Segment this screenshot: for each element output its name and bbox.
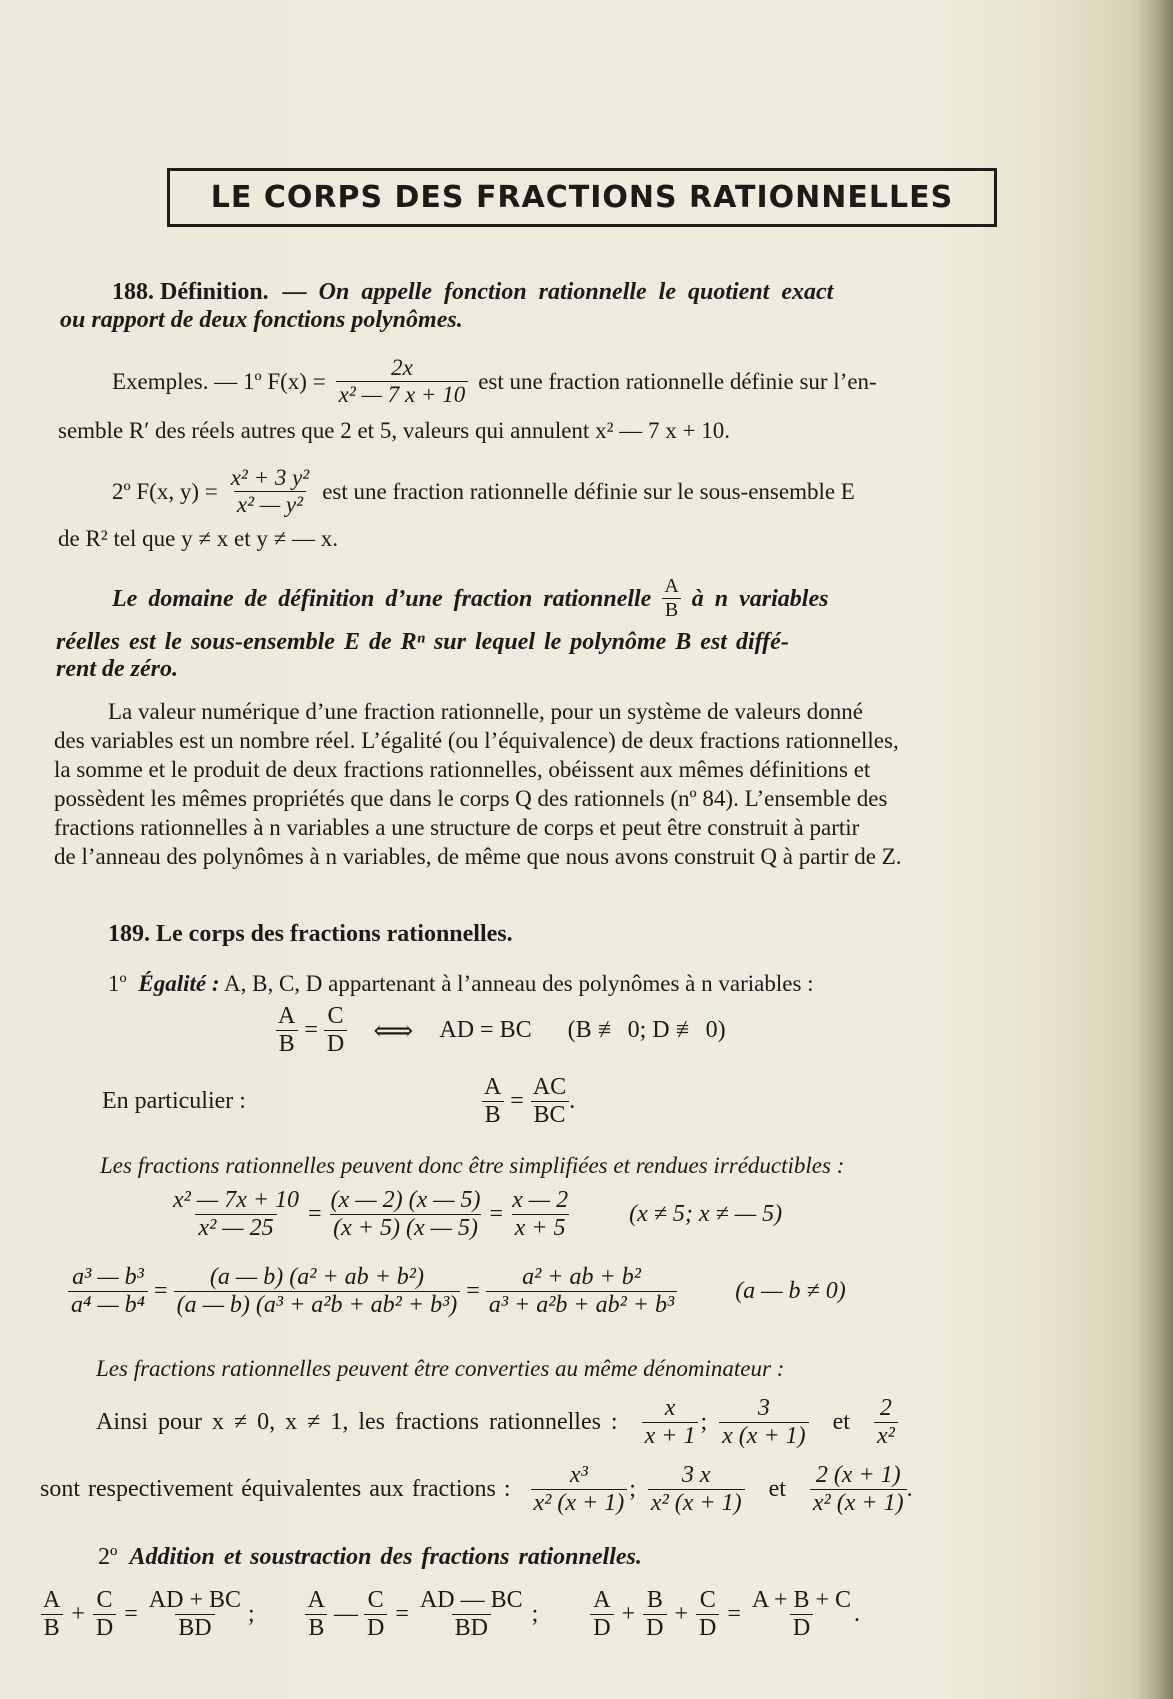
example-2-prefix: 2º F(x, y) = [112,478,218,504]
ainsi-n3: 2 [879,1395,892,1421]
definition-text-1: — On appelle fonction rationnelle le quotient exact [282,279,834,305]
eq1-frac-cd [324,1004,347,1057]
add1-eq: = [124,1601,138,1628]
domain-text-1b: à n variables [691,585,829,612]
eq1-equals: = [304,1017,318,1044]
definition-line-1 [112,278,833,306]
s2-d1: a⁴ — b⁴ [68,1291,148,1318]
equality-line [108,970,814,998]
equality-number: 1º [108,971,127,996]
sub-ab [305,1588,328,1641]
s2-n1: a³ — b³ [72,1264,144,1290]
ainsi-d3: x² [874,1422,898,1449]
sub-rd: BD [452,1614,491,1641]
s2-n2: (a — b) (a² + ab + b²) [209,1264,424,1290]
s2-frac-1 [68,1265,148,1318]
add3-rd: D [790,1614,813,1641]
example-2-fraction [228,466,312,517]
domain-fraction-den: B [662,598,681,621]
add1-cd [93,1588,116,1641]
add1-d: D [93,1614,116,1641]
s2-eq-1: = [154,1278,168,1305]
sub-eq: = [395,1601,409,1628]
s2-frac-2 [174,1265,461,1318]
eq1-c: C [327,1003,344,1029]
sub-cd [364,1588,387,1641]
addition-number: 2º [98,1544,118,1570]
eq1-condition: (B ≢ 0; D ≢ 0) [567,1017,726,1044]
paragraph-line-3: la somme et le produit de deux fractions rationnelles, obéissent aux mêmes définitions et [54,757,871,782]
sub-result [417,1588,526,1641]
example-1-line-2: semble R′ des réels autres que 2 et 5, valeurs qui annulent x² — 7 x + 10. [58,418,730,443]
domain-line-2: réelles est le sous-ensemble E de Rⁿ sur lequel le polynôme B est diffé- [56,629,789,655]
add3-d1: D [590,1614,613,1641]
s2-n3: a² + ab + b² [522,1264,641,1290]
part-ac: AC [532,1074,567,1100]
definition-line-2: ou rapport de deux fonctions polynômes. [60,307,463,333]
paragraph-line-6: de l’anneau des polynômes à n variables, de même que nous avons construit Q à partir de Z. [54,844,902,869]
simplify-text: Les fractions rationnelles peuvent donc être simplifiées et rendues irréductibles : [100,1153,845,1178]
section-188-heading: 188. Définition. [112,279,269,305]
add3-c: C [699,1587,716,1613]
paragraph-line-1: La valeur numérique d’une fraction rationnelle, pour un système de valeurs donné [108,699,863,724]
part-equals: = [510,1088,524,1115]
addition-formulas [40,1588,860,1641]
example-2-line [112,466,855,517]
example-2-denominator: x² — y² [234,491,306,517]
ainsi-d1: x + 1 [642,1422,699,1449]
ainsi-n2: 3 [757,1395,770,1421]
particular-frac-acbc [530,1075,569,1128]
resp-n3: 2 (x + 1) [815,1462,901,1488]
add1-a: A [43,1587,61,1613]
example-2-suffix: est une fraction rationnelle définie sur le sous-ensemble E [322,478,855,504]
chapter-title: LE CORPS DES FRACTIONS RATIONNELLES [210,180,954,215]
ainsi-d2: x (x + 1) [719,1422,808,1449]
add3-d3: D [696,1614,719,1641]
eq1-frac-ab [275,1004,298,1057]
add1-b: B [41,1614,63,1641]
eq1-b: B [276,1030,298,1057]
s1-n2: (x — 2) (x — 5) [330,1187,481,1213]
resp-et: et [768,1476,786,1503]
eq1-a: A [278,1003,296,1029]
ainsi-frac-1 [642,1396,699,1449]
resp-d3: x² (x + 1) [810,1489,907,1516]
s1-eq-1: = [308,1201,322,1228]
sub-b: B [305,1614,327,1641]
ainsi-et: et [832,1409,850,1436]
ainsi-text: Ainsi pour x ≠ 0, x ≠ 1, les fractions rationnelles : [96,1409,618,1436]
s1-d3: x + 5 [512,1214,569,1241]
example-2-numerator: x² + 3 y² [230,465,310,490]
example-1-numerator: 2x [391,355,413,380]
s2-d2: (a — b) (a³ + a²b + ab² + b³) [174,1291,461,1318]
ainsi-frac-3 [874,1396,898,1449]
section-189-heading: 189. Le corps des fractions rationnelles. [108,921,513,947]
particular-frac-ab [481,1075,504,1128]
sub-d: D [364,1614,387,1641]
ainsi-n1: x [664,1395,676,1421]
respectively-text: sont respectivement équivalentes aux fractions : [40,1476,511,1503]
add3-ad [590,1588,613,1641]
resp-period: . [906,1476,913,1503]
resp-frac-3 [810,1463,907,1516]
example-2-line-2: de R² tel que y ≠ x et y ≠ — x. [58,526,338,551]
eq1-d: D [324,1030,347,1057]
add3-b: B [646,1587,663,1613]
add3-d2: D [643,1614,666,1641]
example-1-suffix: est une fraction rationnelle définie sur l’en- [478,368,877,394]
eq1-rhs: AD = BC [439,1017,532,1044]
s1-frac-2 [328,1188,484,1241]
resp-d1: x² (x + 1) [531,1489,628,1516]
chapter-title-box [167,168,997,227]
s1-n3: x — 2 [512,1187,569,1213]
resp-frac-1 [531,1463,628,1516]
resp-n1: x³ [569,1462,588,1488]
paragraph-line-4: possèdent les mêmes propriétés que dans le corps Q des rationnels (nº 84). L’ensemble des [54,786,888,811]
resp-d2: x² (x + 1) [648,1489,745,1516]
s2-d3: a³ + a²b + ab² + b³ [486,1291,677,1318]
ainsi-frac-2 [719,1396,808,1449]
ainsi-sep: ; [700,1409,708,1436]
paragraph-line-5: fractions rationnelles à n variables a une structure de corps et peut être construit à partir [54,815,860,840]
add3-a: A [593,1587,611,1613]
part-b: B [482,1101,504,1128]
addition-heading [98,1543,642,1571]
s1-frac-1 [170,1188,302,1241]
add3-cd [696,1588,719,1641]
paragraph-line-2: des variables est un nombre réel. L’égalité (ou l’équivalence) de deux fractions rationnelles, [54,728,899,753]
resp-frac-2 [648,1463,745,1516]
s2-condition: (a — b ≠ 0) [735,1278,846,1305]
sub-rn: AD — BC [419,1587,523,1613]
domain-fraction-num: A [664,575,679,597]
s2-eq-2: = [466,1278,480,1305]
example-1-line [112,356,877,407]
part-bc: BC [531,1101,569,1128]
add3-bd [643,1588,666,1641]
resp-sep: ; [629,1476,636,1503]
add3-eq: = [727,1601,741,1628]
particular-label: En particulier : [102,1088,246,1115]
s1-d2: (x + 5) (x — 5) [330,1214,481,1241]
ainsi-line [96,1396,898,1449]
add1-rd: BD [175,1614,214,1641]
sub-c: C [367,1587,384,1613]
equality-title: Égalité : [138,971,220,996]
sub-minus: — [334,1601,359,1628]
add3-plus-2: + [674,1601,689,1628]
s1-frac-3 [509,1188,571,1241]
respectively-line [40,1463,913,1516]
example-1-denominator: x² — 7 x + 10 [336,381,469,407]
equality-formula [275,1004,726,1057]
eq1-arrow: ⟺ [373,1015,414,1047]
page-gutter-shadow [1137,0,1173,1699]
add3-rn: A + B + C [751,1587,852,1613]
add3-plus-1: + [621,1601,636,1628]
domain-line-1 [112,576,828,621]
resp-n2: 3 x [681,1462,711,1488]
domain-line-3: rent de zéro. [56,656,178,682]
s1-d1: x² — 25 [195,1214,276,1241]
add1-ab [40,1588,63,1641]
add1-plus: + [71,1601,85,1628]
domain-fraction [661,576,681,621]
add1-rn: AD + BC [148,1587,241,1613]
part-a: A [483,1074,502,1100]
s1-eq-2: = [489,1201,504,1228]
addition-title: Addition et soustraction des fractions rationnelles. [129,1544,642,1570]
particular-line [102,1075,575,1128]
s2-frac-3 [486,1265,677,1318]
s1-condition: (x ≠ 5; x ≠ — 5) [629,1201,783,1228]
add3-result [749,1588,854,1641]
convert-text: Les fractions rationnelles peuvent être converties au même dénominateur : [96,1356,785,1381]
s1-n1: x² — 7x + 10 [173,1187,300,1213]
equality-text: A, B, C, D appartenant à l’anneau des polynômes à n variables : [224,971,814,996]
example-1-fraction [336,356,469,407]
add3-period: . [854,1601,861,1628]
simplify-example-2 [68,1265,846,1318]
part-period: . [569,1088,576,1115]
domain-text-1a: Le domaine de définition d’une fraction rationnelle [112,585,652,612]
add1-result [146,1588,244,1641]
add1-sep: ; [248,1601,255,1628]
simplify-example-1 [170,1188,782,1241]
sub-a: A [307,1587,326,1613]
add1-c: C [96,1587,113,1613]
sub-sep: ; [531,1601,539,1628]
example-1-prefix: Exemples. — 1º F(x) = [112,368,326,394]
